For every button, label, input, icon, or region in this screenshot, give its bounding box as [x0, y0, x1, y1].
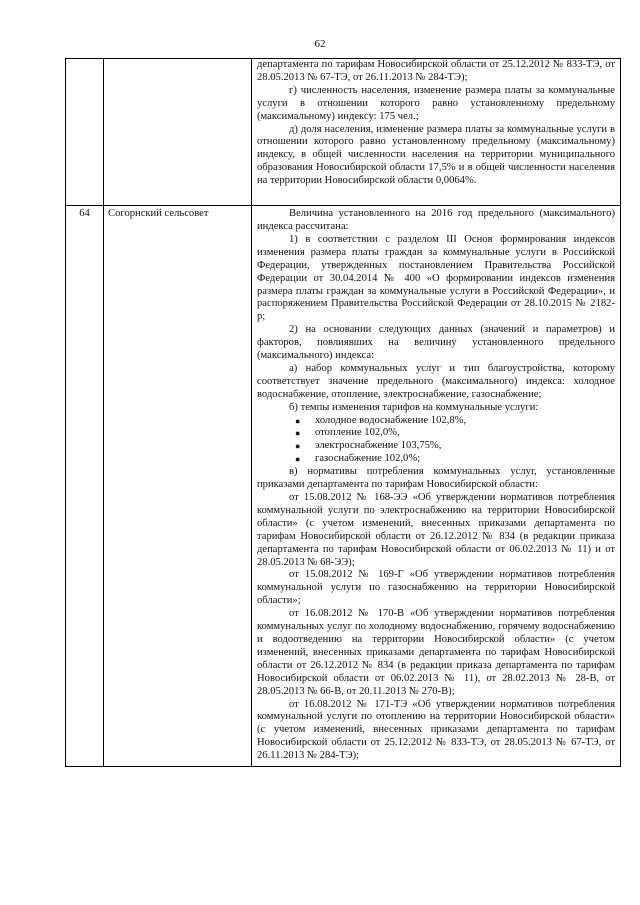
list-item: ● газоснабжение 102,0%;: [295, 453, 421, 465]
row-number: 64: [66, 206, 104, 767]
paragraph: 1) в соответствии с разделом III Основ формирования индексов изменения размера платы граждан за коммунальные услуги в Российской Федерации, утвержденных постановлением Правительства Российской Федерации от 30.04.2014 № 400 «О формировании индексов изменения размера платы граждан за коммунальные услуги в Российской Федерации», и распоряжением Правительства Российской Федерации от 28.10.2015 № 2182-р;: [257, 233, 615, 323]
paragraph: б) темпы изменения тарифов на коммунальные услуги:: [289, 401, 539, 413]
row-text-cell: [252, 206, 621, 767]
bullet-icon: ●: [295, 441, 301, 452]
paragraph: а) набор коммунальных услуг и тип благоустройства, которому соответствует значение предельного (максимального) индекса: холодное водоснабжение, отопление, электроснабжение, газоснабжение;: [257, 362, 615, 400]
paragraph: от 15.08.2012 № 169-Г «Об утверждении нормативов потребления коммунальной услуги по газоснабжению на территории Новосибирской области»;: [257, 569, 615, 607]
list-item: ● отопление 102,0%,: [295, 427, 400, 439]
bullet-icon: ●: [295, 454, 301, 465]
paragraph: г) численность населения, изменение размера платы за коммунальные услуги в отношении которого равно установленному предельному (максимальному) индексу: 175 чел.;: [257, 84, 615, 122]
list-item: ● холодное водоснабжение 102,8%,: [295, 414, 467, 426]
paragraph: 2) на основании следующих данных (значений и параметров) и факторов, повлиявших на величину установленного предельного (максимального) индекса:: [257, 324, 615, 362]
paragraph: в) нормативы потребления коммунальных услуг, установленные приказами департамента по тарифам Новосибирской области:: [257, 466, 615, 491]
municipality-name: Согорнский сельсовет: [104, 206, 252, 767]
paragraph: д) доля населения, изменение размера платы за коммунальные услуги в отношении которого равно установленному предельному (максимальному) индексу, в общей численности населения на территории муниципального образования Новосибирской области 17,5% и в общей численности населения на территории Новосибирской области 0,0064%.: [257, 123, 615, 187]
paragraph: от 15.08.2012 № 168-ЭЭ «Об утверждении нормативов потребления коммунальной услуги по электроснабжению на территории Новосибирской области» (с учетом изменений, внесенных приказами департамента по тарифам Новосибирской области от 26.12.2012 № 834 (в редакции приказа департамента по тарифам Новосибирской области от 06.02.2013 № 11) и от 28.05.2013 № 68-ЭЭ);: [257, 492, 615, 568]
row-name-cell: [104, 59, 252, 206]
paragraph: Величина установленного на 2016 год предельного (максимального) индекса рассчитана:: [257, 208, 615, 232]
bullet-icon: ●: [295, 415, 301, 426]
document-table: [65, 58, 621, 767]
list-item: ● электроснабжение 103,75%,: [295, 440, 442, 452]
bullet-icon: ●: [295, 428, 301, 439]
row-text-cell: [252, 59, 621, 206]
page-number: 62: [314, 38, 326, 50]
paragraph: от 16.08.2012 № 171-ТЭ «Об утверждении нормативов потребления коммунальной услуги по отоплению на территории Новосибирской области» (с учетом изменений, внесенных приказами департамента по тарифам Новосибирской области от 25.12.2012 № 833-ТЭ, от 28.05.2013 № 67-ТЭ, от 26.11.2013 № 284-ТЭ);: [257, 698, 615, 762]
table-row: [66, 206, 621, 767]
row-number-cell: [66, 59, 104, 206]
tariff-list: [257, 415, 615, 467]
paragraph: от 16.08.2012 № 170-В «Об утверждении нормативов потребления коммунальных услуг по холодному водоснабжению, горячему водоснабжению и водоотведению на территории Новосибирской области» (с учетом изменений, внесенных приказами департамента по тарифам Новосибирской области от 26.12.2012 № 834 (в редакции приказа департамента по тарифам Новосибирской области от 06.02.2013 № 11), от 28.02.2013 № 28-В, от 28.05.2013 № 66-В, от 20.11.2013 № 270-В);: [257, 608, 615, 697]
paragraph: департамента по тарифам Новосибирской области от 25.12.2012 № 833-ТЭ, от 28.05.2013 № 67-ТЭ, от 26.11.2013 № 284-ТЭ);: [257, 59, 615, 83]
table-row: [66, 59, 621, 206]
